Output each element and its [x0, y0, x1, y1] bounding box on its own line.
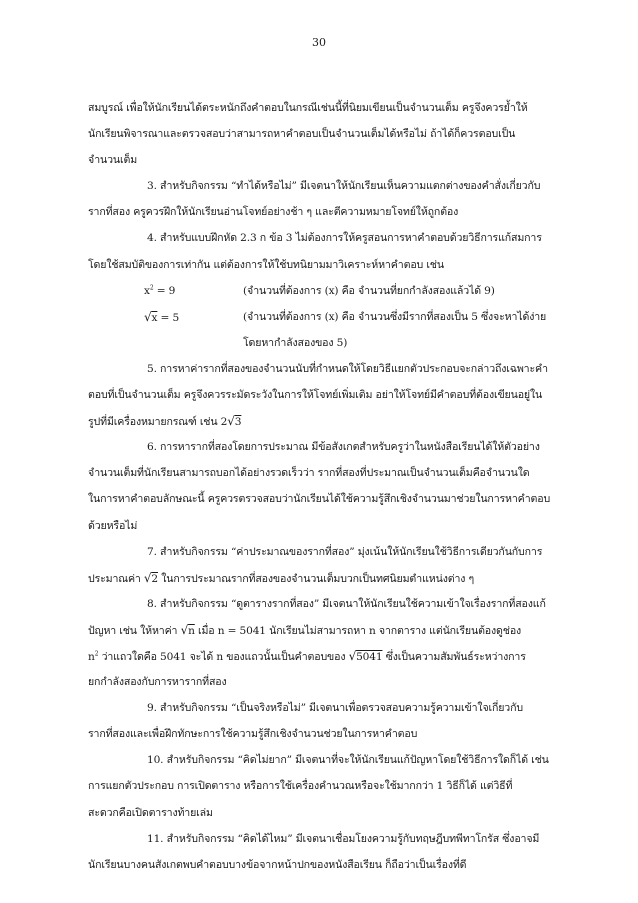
document-body: [88, 95, 570, 878]
item-3-line: 3. สำหรับกิจกรรม “ทำได้หรือไม่” มีเจตนาให้นักเรียนเห็นความแตกต่างของคำสั่งเกี่ยวกับ: [147, 180, 541, 193]
item-11-line: 11. สำหรับกิจกรรม “คิดได้ไหม” มีเจตนาเชื่อมโยงความรู้กับทฤษฎีบทพีทาโกรัส ซึ่งอาจมี: [147, 832, 540, 845]
item-6-line: 6. การหารากที่สองโดยการประมาณ มีข้อสังเกตสำหรับครูว่าในหนังสือเรียนได้ให้ตัวอย่าง: [147, 441, 540, 454]
paragraph-line: $n^2$ ว่าแถวใดคือ 5041 จะได้ n ของแถวนั้นเป็นคำตอบของ √5041 ซึ่งเป็นความสัมพันธ์ระหว่างการ: [88, 648, 526, 663]
example-explanation: (จำนวนที่ต้องการ (x) คือ จำนวนที่ยกกำลังสองแล้วได้ 9): [243, 284, 495, 297]
paragraph-line: สะดวกคือเปิดตารางท้ายเล่ม: [88, 806, 213, 819]
radical-sign-icon: √: [227, 414, 235, 429]
radical-sign-icon: √: [143, 570, 152, 585]
math-expression: √x = 5: [144, 309, 180, 324]
paragraph-line: จำนวนเต็มที่นักเรียนสามารถบอกได้อย่างรวดเร็วว่า รากที่สองที่ประมาณเป็นจำนวนเต็มคือจำนวนใด: [88, 467, 530, 480]
paragraph-line: การแยกตัวประกอบ การเปิดตาราง หรือการใช้เครื่องคำนวณหรือจะใช้มากกว่า 1 วิธีก็ได้ แต่วิธีที่: [88, 780, 513, 793]
item-5-line: 5. การหาค่ารากที่สองของจำนวนนับที่กำหนดให้โดยวิธีแยกตัวประกอบจะกล่าวถึงเฉพาะคำ: [147, 362, 548, 375]
item-10-line: 10. สำหรับกิจกรรม “คิดไม่ยาก” มีเจตนาที่จะให้นักเรียนแก้ปัญหาโดยใช้วิธีการใดก็ได้ เช่น: [147, 754, 549, 767]
paragraph-line: ด้วยหรือไม่: [88, 519, 138, 532]
example-row-square: [88, 278, 570, 304]
paragraph-line: โดยใช้สมบัติของการเท่ากัน แต่ต้องการให้ใช้บทนิยามมาวิเคราะห์หาคำตอบ เช่น: [88, 258, 444, 271]
paragraph-line: สมบูรณ์ เพื่อให้นักเรียนได้ตระหนักถึงคำตอบในกรณีเช่นนี้ที่นิยมเขียนเป็นจำนวนเต็ม ครูจึงควรย้ำให้: [88, 102, 528, 114]
example-row-root: [88, 304, 570, 330]
paragraph-line: ในการหาคำตอบลักษณะนี้ ครูควรตรวจสอบว่านักเรียนได้ใช้ความรู้สึกเชิงจำนวนมาช่วยในการหาคำตอบ: [88, 493, 551, 506]
example-explanation: (จำนวนที่ต้องการ (x) คือ จำนวนซึ่งมีรากที่สองเป็น 5 ซึ่งจะหาได้ง่าย: [243, 310, 547, 323]
radical-sign-icon: √: [180, 622, 189, 637]
item-7-line: 7. สำหรับกิจกรรม “ค่าประมาณของรากที่สอง” มุ่งเน้นให้นักเรียนใช้วิธีการเดียวกันกับการ: [147, 545, 543, 558]
paragraph-line: ประมาณค่า √2 ในการประมาณรากที่สองของจำนวนเต็มบวกเป็นทศนิยมตำแหน่งต่าง ๆ: [88, 570, 475, 585]
math-expression: $x^2 = 9$: [144, 284, 176, 297]
radical-sign-icon: √: [348, 648, 357, 663]
example-explanation: โดยหากำลังสองของ 5): [243, 336, 348, 349]
example-row-continued: [88, 330, 570, 356]
page-number: 30: [312, 36, 326, 49]
paragraph-line: นักเรียนพิจารณาและตรวจสอบว่าสามารถหาคำตอบเป็นจำนวนเต็มได้หรือไม่ ถ้าได้ก็ควรตอบเป็น: [88, 128, 516, 141]
item-8-line: 8. สำหรับกิจกรรม “ดูตารางรากที่สอง” มีเจตนาให้นักเรียนใช้ความเข้าใจเรื่องรากที่สองแก้: [147, 597, 546, 610]
paragraph-line: นักเรียนบางคนสังเกตพบคำตอบบางข้อจากหน้าปกของหนังสือเรียน ก็ถือว่าเป็นเรื่องที่ดี: [88, 858, 467, 871]
paragraph-line: ปัญหา เช่น ให้หาค่า √n เมื่อ n = 5041 นักเรียนไม่สามารถหา n จากตาราง แต่นักเรียนต้องดูช่อง: [88, 622, 522, 637]
item-4-line: 4. สำหรับแบบฝึกหัด 2.3 ก ข้อ 3 ไม่ต้องการให้ครูสอนการหาคำตอบด้วยวิธีการแก้สมการ: [147, 232, 542, 245]
item-9-line: 9. สำหรับกิจกรรม “เป็นจริงหรือไม่” มีเจตนาเพื่อตรวจสอบความรู้ความเข้าใจเกี่ยวกับ: [147, 702, 523, 715]
paragraph-line: ตอบที่เป็นจำนวนเต็ม ครูจึงควรระมัดระวังในการให้โจทย์เพิ่มเติม อย่าให้โจทย์มีคำตอบที่ต้องเขียนอยู่ใน: [88, 389, 543, 402]
paragraph-line: รูปที่มีเครื่องหมายกรณฑ์ เช่น 2√3: [88, 414, 242, 429]
radical-sign-icon: √: [144, 309, 152, 324]
paragraph-line: รากที่สอง ครูควรฝึกให้นักเรียนอ่านโจทย์อย่างช้า ๆ และตีความหมายโจทย์ให้ถูกต้อง: [88, 206, 459, 219]
paragraph-line: ยกกำลังสองกับการหารากที่สอง: [88, 676, 227, 689]
paragraph-line: รากที่สองและเพื่อฝึกทักษะการใช้ความรู้สึกเชิงจำนวนช่วยในการหาคำตอบ: [88, 728, 418, 741]
paragraph-line: จำนวนเต็ม: [88, 154, 138, 167]
